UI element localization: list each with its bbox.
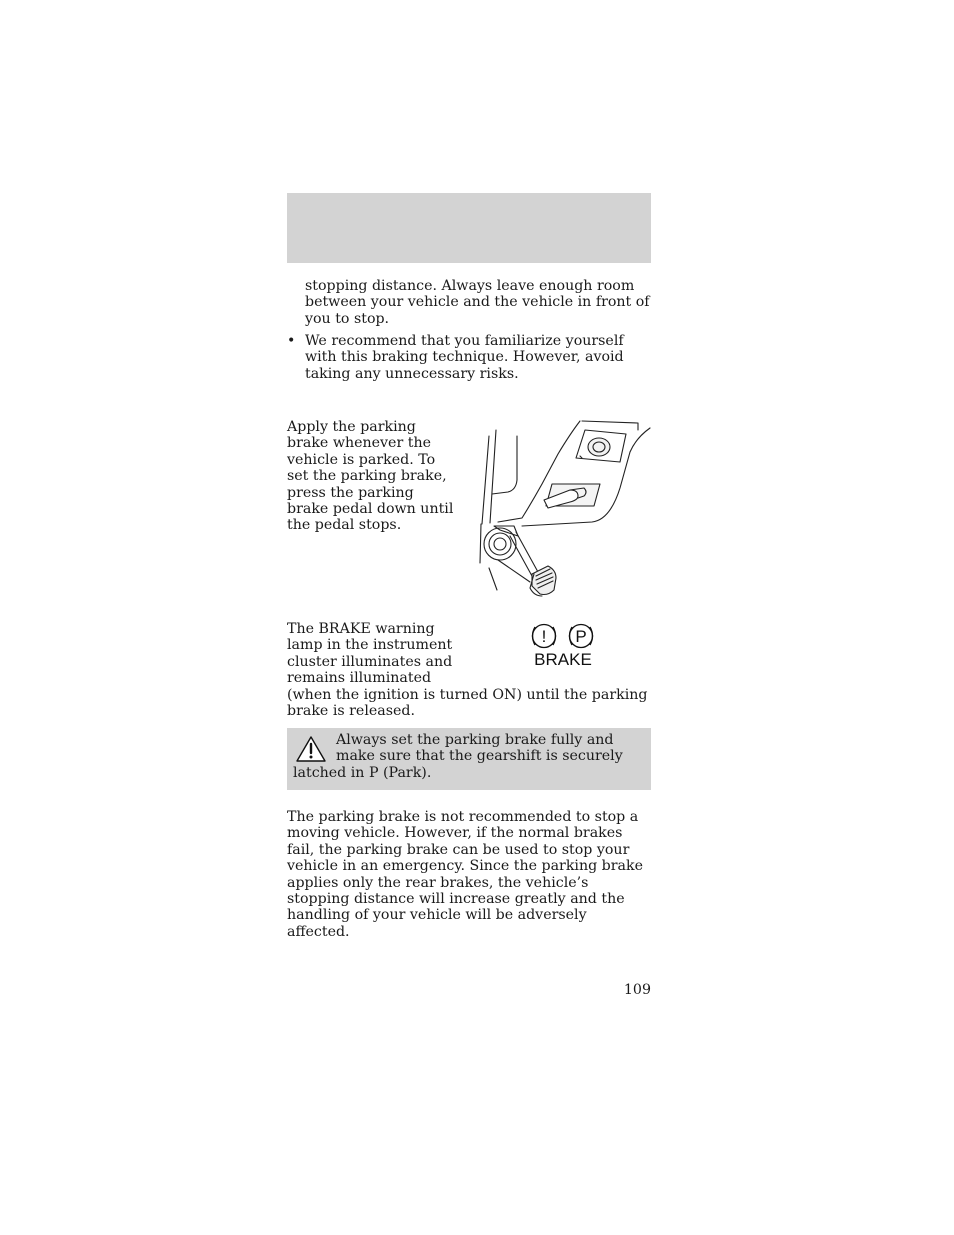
emergency-use-paragraph: The parking brake is not recommended to stop a moving vehicle. However, if the normal brakes fail, the parking brake can be used to stop your vehicle in an emergency. Since the parking brake applies only the rear brakes, the vehicle’s stopping distance will increase greatly and the handling of your vehicle will be adversely affected. (287, 809, 643, 940)
brake-warning-circles-icon (527, 622, 601, 652)
warning-box (287, 728, 651, 790)
brake-lamp-paragraph-end: (when the ignition is turned ON) until the parking brake is released. (287, 687, 648, 720)
warning-text: Always set the parking brake fully and make sure that the gearshift is securely latched in P (Park). (293, 732, 623, 781)
parking-brake-intro: Apply the parking brake whenever the vehicle is parked. To set the parking brake, press the parking brake pedal down until the pedal stops. (287, 419, 454, 534)
brake-warning-symbol (527, 622, 601, 672)
bullet-marker: • (287, 333, 296, 349)
brake-lamp-paragraph-start: The BRAKE warning lamp in the instrument cluster illuminates and remains illuminated (287, 621, 453, 687)
brake-word: BRAKE (534, 650, 592, 669)
continued-paragraph: stopping distance. Always leave enough room between your vehicle and the vehicle in front of you to stop. (305, 278, 650, 327)
parking-letter: P (575, 627, 587, 646)
page-number: 109 (623, 982, 651, 998)
exclamation-mark: ! (541, 627, 547, 646)
parking-brake-pedal-illustration (470, 418, 655, 603)
bullet-text: We recommend that you familiarize yourself with this braking technique. However, avoid taking any unnecessary risks. (305, 333, 624, 382)
section-header-band (287, 193, 651, 263)
